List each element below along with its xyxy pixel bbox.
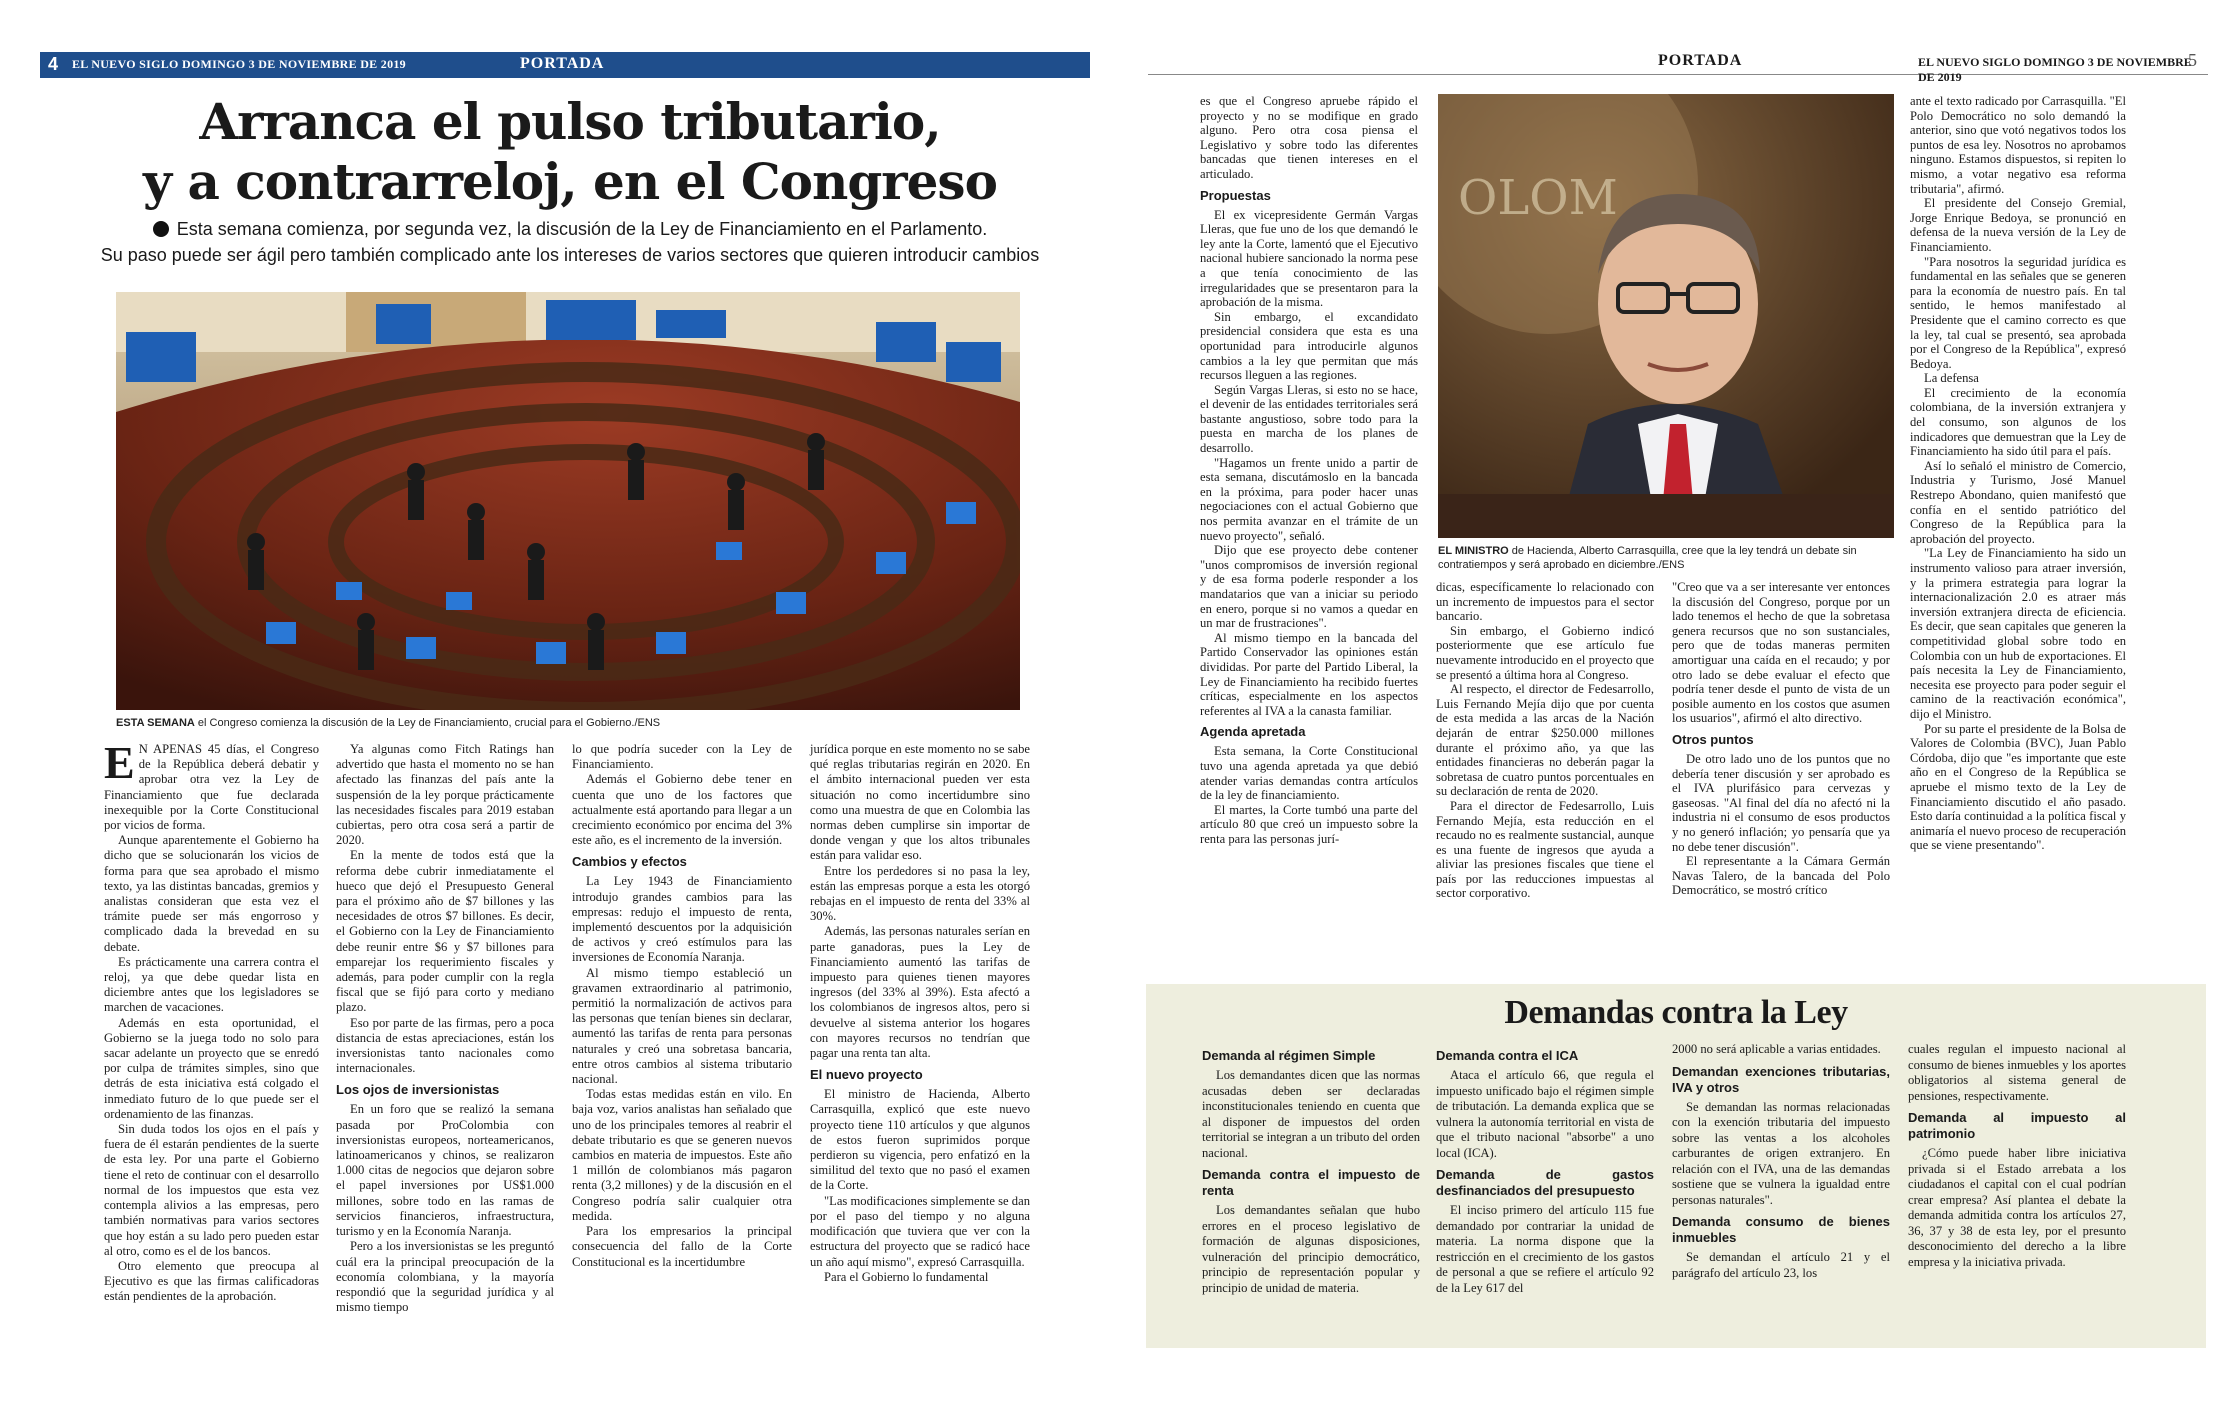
page-number: 4 — [48, 54, 59, 74]
paragraph: jurídica porque en este momento no se sabe qué reglas tributarias regirán en 2020. En el ámbito internacional pueden ver esta situación no como incertidumbre sino como una muestra de que en Colombia las normas deben cumplirse sin importar de donde vengan y que los altos tribunales están para validar eso. — [810, 742, 1030, 863]
caption-text: de Hacienda, Alberto Carrasquilla, cree que la ley tendrá un debate sin contratiempos y será aprobado en diciembre./ENS — [1438, 545, 1857, 571]
paper-dateline: EL NUEVO SIGLO DOMINGO 3 DE NOVIEMBRE DE 2019 — [72, 57, 406, 71]
paragraph: "Las modificaciones simplemente se dan por el paso del tiempo y no alguna modificación que tuviera que ver con la estructura del proyecto que se radicó hace un año aquí mismo", expresó Carrasquilla. — [810, 1193, 1030, 1269]
paragraph: Para los empresarios la principal consecuencia del fallo de la Corte Constitucional es la incertidumbre — [572, 1224, 792, 1269]
box-title: Demandas contra la Ley — [1504, 994, 1848, 1031]
paragraph: Además en esta oportunidad, el Gobierno se la juega todo no solo para sacar adelante un proyecto que se enredó por culpa de trámites simples, sino que detrás de esta iniciativa está colgado el inmediato futuro de lo que puede ser el ordenamiento de las finanzas. — [104, 1015, 319, 1121]
drop-cap: E — [104, 737, 135, 788]
article-column-1 — [104, 737, 319, 1305]
box-column-1 — [1202, 1042, 1420, 1296]
paragraph: Ataca el artículo 66, que regula el impuesto unificado bajo el régimen simple de tributación. La demanda explica que se vulnera la autonomía territorial en vista de que el tributo nacional "absorbe" a uno local (ICA). — [1436, 1068, 1654, 1160]
paragraph: cuales regulan el impuesto nacional al consumo de bienes inmuebles y los aportes obligatorios al sistema general de pensiones, respectivamente. — [1908, 1042, 2126, 1103]
paragraph: Entre los perdedores si no pasa la ley, están las empresas porque a esta les otorgó rebajas en el impuesto de renta del 33% al 30%. — [810, 863, 1030, 924]
article-column-3 — [1672, 580, 1890, 898]
subheading: Propuestas — [1200, 187, 1271, 203]
congress-chamber-illustration — [116, 292, 1020, 710]
paragraph: El inciso primero del artículo 115 fue demandado por contrariar la unidad de materia. La norma dispone que la restricción en el crecimiento de los gastos de personal a que se refiere el artículo 92 de la Ley 617 del — [1436, 1203, 1654, 1295]
box-column-2 — [1436, 1042, 1654, 1296]
paragraph: N APENAS 45 días, el Congreso de la República deberá debatir y aprobar otra vez la Ley de Financiamiento que fue declarada inexequible por la Corte Constitucional por vicios de forma. — [104, 742, 319, 833]
subheading: Demanda al régimen Simple — [1202, 1048, 1376, 1063]
paragraph: Para el Gobierno lo fundamental — [824, 1269, 989, 1284]
subheading: Cambios y efectos — [572, 854, 687, 870]
paragraph: Sin embargo, el excandidato presidencial considera que esta es una oportunidad para introducirle algunos cambios a la ley que permitan que más recursos lleguen a las regiones. — [1200, 309, 1418, 383]
paragraph: Esta semana, la Corte Constitucional tuvo una agenda apretada ya que debió atender varias demandas contra artículos de la ley de financiamiento. — [1200, 744, 1418, 803]
paragraph: La Ley 1943 de Financiamiento introdujo grandes cambios para las empresas: redujo el impuesto de renta, implementó descuentos por la adquisición de activos y creó estímulos para las inversiones de Economía Naranja. — [572, 874, 792, 965]
paragraph: dicas, específicamente lo relacionado con un incremento de impuestos para el sector bancario. — [1436, 580, 1654, 624]
paragraph: En un foro que se realizó la semana pasada por ProColombia con inversionistas europeos, norteamericanos, latinoamericanos y chinos, se realizaron 1.000 citas de negocios que dejaron sobre el papel inversiones por US$1.000 millones, sobre todo en las ramas de servicios financieros, infraestructura, turismo y en la Economía Naranja. — [336, 1102, 554, 1239]
paragraph: El martes, la Corte tumbó una parte del artículo 80 que creó un impuesto sobre la renta para las personas jurí- — [1200, 802, 1418, 846]
paragraph: "La Ley de Financiamiento ha sido un instrumento valioso para atraer inversión, y la primera estrategia para lograr la internacionalización 2.0 es atraer más inversión extranjera directa de eficiencia. Es decir, que sean capitales que generen la competitividad global sobre todo en Colombia con un hub de exportaciones. El país necesita la Ley de Financiamiento, necesita ese proyecto para poder seguir el camino de la reactivación económica", dijo el Ministro. — [1910, 546, 2126, 721]
article-column-2 — [1436, 580, 1654, 901]
paragraph: La defensa — [1924, 371, 1979, 386]
paragraph: "Hagamos un frente unido a partir de esta semana, discutámoslo en la bancada en la próxima, para poder hacer unas negociaciones con el actual Gobierno que nos permita avanzar en el trámite de un nuevo proyecto", señaló. — [1200, 455, 1418, 543]
caption-lead: ESTA SEMANA — [116, 717, 195, 729]
article-column-1 — [1200, 94, 1418, 847]
paragraph: El crecimiento de la economía colombiana, de la inversión extranjera y del consumo, son algunos de los indicadores que demuestran que la Ley de Financiamiento ha sido útil para el país. — [1910, 385, 2126, 459]
section-name: PORTADA — [520, 55, 605, 72]
paragraph: Por su parte el presidente de la Bolsa de Valores de Colombia (BVC), Juan Pablo Córdoba, dijo que "es importante que este año en el Congreso de la República se apruebe el mismo texto de la Ley de Financiamiento discutido el año pasado. Esto daría continuidad a la política fiscal y animaría el nuevo proceso de recuperación que se viene presentando". — [1910, 721, 2126, 853]
paragraph: ¿Cómo puede haber libre iniciativa privada si el Estado arrebata a los ciudadanos el capital con el cual podrían crear empresa? Así plantea el debate la demanda admitida contra los artículos 27, 36, 37 y 38 de esta ley, por el presunto desconocimiento del derecho a la libre empresa y la iniciativa privada. — [1908, 1146, 2126, 1269]
paper-dateline: EL NUEVO SIGLO DOMINGO 3 DE NOVIEMBRE DE 2019 — [1918, 55, 2192, 84]
subheading: Los ojos de inversionistas — [336, 1082, 500, 1098]
sidebar-box-demandas — [1146, 984, 2206, 1348]
paragraph: Otro elemento que preocupa al Ejecutivo es que las firmas calificadoras están pendientes de la aprobación. — [104, 1258, 319, 1304]
paragraph: Pero a los inversionistas se les preguntó cuál era la principal preocupación de la economía colombiana, y la mayoría respondió que la seguridad jurídica y al mismo tiempo — [336, 1239, 554, 1315]
photo-caption-right — [1438, 544, 1894, 572]
paragraph: Se demandan las normas relacionadas con la exención tributaria del impuesto sobre las ventas a los alcoholes carburantes de origen extranjero. En relación con el IVA, una de las demandas sostiene que se vulnera la igualdad entre personas naturales". — [1672, 1099, 1890, 1207]
subheading: El nuevo proyecto — [810, 1067, 923, 1083]
caption-text: el Congreso comienza la discusión de la Ley de Financiamiento, crucial para el Gobierno./ENS — [194, 717, 661, 729]
article-column-3 — [572, 742, 792, 1270]
subheading: Demanda contra el impuesto de renta — [1202, 1167, 1420, 1198]
paragraph: "Creo que va a ser interesante ver entonces la discusión del Congreso, porque por un lado tenemos el hecho de que la sobretasa genera recursos que no son sustanciales, pero que de todas maneras permiten amortiguar una caída en el recaudo; y por otro lado se debe evaluar el efecto que podría tener desde el punto de vista de un posible aumento en los costos que asumen los usuarios", afirmó el alto directivo. — [1672, 580, 1890, 726]
subhead-line-2: Su paso puede ser ágil pero también complicado ante los intereses de varios sectores que quieren introducir cambios — [100, 245, 1040, 265]
paragraph: De otro lado uno de los puntos que no debería tener discusión y ser aprobado es el IVA plurifásico para cervezas y gaseosas. "Al final del día no afectó ni la industria ni el consumo de esos productos y no generó inflación; yo pensaría que ya no debe tener discusión". — [1672, 751, 1890, 854]
paragraph: Sin duda todos los ojos en el país y fuera de él estarán pendientes de la suerte de esta ley. Por una parte el Gobierno tiene el reto de continuar con el desarrollo normal de los impuestos que esta vez contempla alivios a las empresas, pero también normativas para varios sectores que hoy están a su lado pero pueden estar al otro, como es el de los bancos. — [104, 1122, 319, 1258]
right-page — [1116, 0, 2232, 1406]
paragraph: Para el director de Fedesarrollo, Luis Fernando Mejía, esta reducción en el recaudo no es realmente sustancial, aunque es una fuente de ingresos que ayuda a aliviar las presiones fiscales que tiene el país por las reducciones impuestas al sector corporativo. — [1436, 798, 1654, 901]
paragraph: El ex vicepresidente Germán Vargas Lleras, que fue uno de los que demandó le ley ante la Corte, lamentó que el Ejecutivo nacional hubiere sancionado la norma pese a que tenía conocimiento de las irregularidades que se presentaron para la aprobación de la misma. — [1200, 207, 1418, 310]
paragraph: El ministro de Hacienda, Alberto Carrasquilla, explicó que este nuevo proyecto tiene 110 artículos y que algunos de estos fueron suprimidos porque perdieron su vigencia, pero enfatizó en la similitud del texto que no pasó el examen de la Corte. — [810, 1087, 1030, 1193]
paragraph: Es prácticamente una carrera contra el reloj, ya que debe quedar lista en diciembre antes que los legisladores se marchen de vacaciones. — [104, 954, 319, 1015]
paragraph: El representante a la Cámara Germán Navas Talero, de la bancada del Polo Democrático, se mostró crítico — [1672, 854, 1890, 898]
subheading: Agenda apretada — [1200, 724, 1306, 740]
article-column-4 — [1910, 94, 2126, 853]
paragraph: "Para nosotros la seguridad jurídica es fundamental en las señales que se generen para la economía de nuestro país. En tal sentido, le hemos manifestado al Presidente que el camino correcto es que la ley, tal cual se presentó, sea aprobada por el Congreso de la República", expresó Bedoya. — [1910, 254, 2126, 371]
box-column-3 — [1672, 1042, 1890, 1281]
paragraph: Dijo que ese proyecto debe contener "unos compromisos de inversión regional y de esa forma poderle responder a los mandatarios que van a iniciar su periodo en enero, porque si no vamos a quedar en un mar de frustraciones". — [1200, 543, 1418, 631]
subhead-line-1: Esta semana comienza, por segunda vez, la discusión de la Ley de Financiamiento en el Parlamento. — [176, 219, 988, 239]
bullet-icon — [153, 221, 169, 237]
minister-photo — [1438, 94, 1894, 538]
headline-line-2: y a contrarreloj, en el Congreso — [143, 152, 997, 211]
paragraph: En la mente de todos está que la reforma debe cubrir inmediatamente el hueco que dejó el Presupuesto General para el próximo año de $7 billones y las necesidades de otros $7 billones. Es decir, el Gobierno con la Ley de Financiamiento debe reunir entre $6 y $7 billones para emparejar los requerimiento fiscales y además, para poder cumplir con la regla fiscal que se fijó para corto y mediano plazo. — [336, 848, 554, 1015]
paragraph: Todas estas medidas están en vilo. En baja voz, varios analistas han señalado que uno de los principales temores al reabrir el debate tributario es que se generen nuevos cambios en materia de impuestos. Este año 1 millón de colombianos más pagaron renta (3,2 millones) y de la discusión en el Congreso podría salir cualquier otra medida. — [572, 1087, 792, 1223]
paragraph: Según Vargas Lleras, si esto no se hace, el devenir de las entidades territoriales será bastante angustioso, sobre todo para la puesta en marcha de los planes de desarrollo. — [1200, 382, 1418, 456]
paragraph: 2000 no será aplicable a varias entidades. — [1672, 1042, 1881, 1056]
paragraph: lo que podría suceder con la Ley de Financiamiento. — [572, 742, 792, 772]
article-column-4 — [810, 742, 1030, 1285]
minister-portrait-illustration — [1438, 94, 1894, 538]
paragraph: Además el Gobierno debe tener en cuenta que uno de los factores que actualmente está aportando para llegar a un crecimiento económico por encima del 3% este año, es el incremento de la inversión. — [572, 772, 792, 848]
subheadline — [60, 216, 1080, 268]
paragraph: Además, las personas naturales serían en parte ganadoras, pues la Ley de Financiamiento aumentó las tarifas de impuesto para quienes tienen mayores ingresos (del 33% al 39%). Esta afectó a los colombianos de ingresos altos, pero si devuelve al sistema anterior los hogares con mayores recursos no tendrían que pagar una renta tan alta. — [810, 924, 1030, 1061]
paragraph: Aunque aparentemente el Gobierno ha dicho que se solucionarán los vicios de forma para que sea aprobado el mismo texto, ya las distintas bancadas, gremios y analistas consideran que esta vez el trámite puede ser más engorroso y complicado dada la brevedad en su debate. — [104, 833, 319, 954]
paragraph: Se demandan el artículo 21 y el parágrafo del artículo 23, los — [1672, 1250, 1890, 1280]
photo-caption-left — [116, 716, 1020, 730]
paragraph: Al mismo tiempo estableció un gravamen extraordinario al patrimonio, permitió la normalización de activos para las personas que tenían bienes sin declarar, aumentó las tarifas de renta para personas naturales y creó una sobretasa bancaria, entre otros cambios al sistema tributario nacional. — [572, 965, 792, 1087]
paragraph: es que el Congreso apruebe rápido el proyecto y no se modifique en grado alguno. Pero otra cosa piensa el Legislativo y sobre todo las diferentes bancadas que tienen intereses en el articulado. — [1200, 94, 1418, 181]
paragraph: Al respecto, el director de Fedesarrollo, Luis Fernando Mejía dijo que por cuenta de esta medida a las arcas de la Nación dejarán de entrar $250.000 millones durante el próximo año, ya que las entidades financieras no deberán pagar la sobretasa de cuatro puntos porcentuales en su declaración de renta de 2020. — [1436, 682, 1654, 799]
subheading: Otros puntos — [1672, 731, 1754, 747]
paragraph: ante el texto radicado por Carrasquilla. "El Polo Democrático no solo demandó la anterior, sino que votó negativos todos los puntos de esa ley. Nosotros no aprobamos ninguno. Estamos dispuestos, si repiten lo mismo, a votar negativo esa reforma tributaria", afirmó. — [1910, 94, 2126, 196]
paragraph: Así lo señaló el ministro de Comercio, Industria y Turismo, José Manuel Restrepo Abondano, quien manifestó que confía en el sentido patriótico del Congreso de la República para la aprobación del proyecto. — [1910, 458, 2126, 546]
headline-line-1: Arranca el pulso tributario, — [199, 92, 941, 151]
caption-lead: EL MINISTRO — [1438, 545, 1509, 557]
paragraph: Los demandantes señalan que hubo errores en el proceso legislativo de formación de algunas disposiciones, vulneración del principio democrático, principio de representación popular y principio de unidad de materia. — [1202, 1203, 1420, 1295]
svg-text:OLOM: OLOM — [1458, 170, 1618, 226]
page-number: 5 — [2188, 50, 2197, 70]
paragraph: Sin embargo, el Gobierno indicó posteriormente que ese artículo fue nuevamente introducido en el proyecto que se presentó a última hora al Congreso. — [1436, 623, 1654, 682]
article-column-2 — [336, 742, 554, 1315]
congress-photo — [116, 292, 1020, 710]
subheading: Demanda al impuesto al patrimonio — [1908, 1110, 2126, 1141]
box-column-4 — [1908, 1042, 2126, 1270]
page-header-left — [40, 52, 1090, 78]
subheading: Demanda de gastos desfinanciados del presupuesto — [1436, 1167, 1654, 1198]
subheading: Demanda consumo de bienes inmuebles — [1672, 1214, 1890, 1245]
page-header-right — [1148, 50, 2208, 84]
paragraph: Eso por parte de las firmas, pero a poca distancia de estas apreciaciones, están los inversionistas tanto nacionales como internacionales. — [336, 1015, 554, 1076]
section-name: PORTADA — [1658, 52, 1743, 69]
paragraph: El presidente del Consejo Gremial, Jorge Enrique Bedoya, se pronunció en defensa de la nueva versión de la Ley de Financiamiento. — [1910, 196, 2126, 254]
paragraph: Al mismo tiempo en la bancada del Partido Conservador las opiniones están divididas. Por parte del Partido Liberal, la Ley de Financiamiento ha recibido fuertes críticas, especialmente en los aspectos referentes al IVA a la canasta familiar. — [1200, 630, 1418, 718]
subheading: Demanda contra el ICA — [1436, 1048, 1579, 1063]
paragraph: Los demandantes dicen que las normas acusadas deben ser declaradas inconstitucionales teniendo en cuenta que al disponer de impuestos del orden territorial se integran a un tributo del orden nacional. — [1202, 1068, 1420, 1160]
paragraph: Ya algunas como Fitch Ratings han advertido que hasta el momento no se han afectado las finanzas del país ante la suspensión de la ley porque prácticamente las necesidades fiscales para 2019 estaban cubiertas, pero otra cosa será a partir de 2020. — [336, 742, 554, 848]
subheading: Demandan exenciones tributarias, IVA y otros — [1672, 1063, 1890, 1095]
